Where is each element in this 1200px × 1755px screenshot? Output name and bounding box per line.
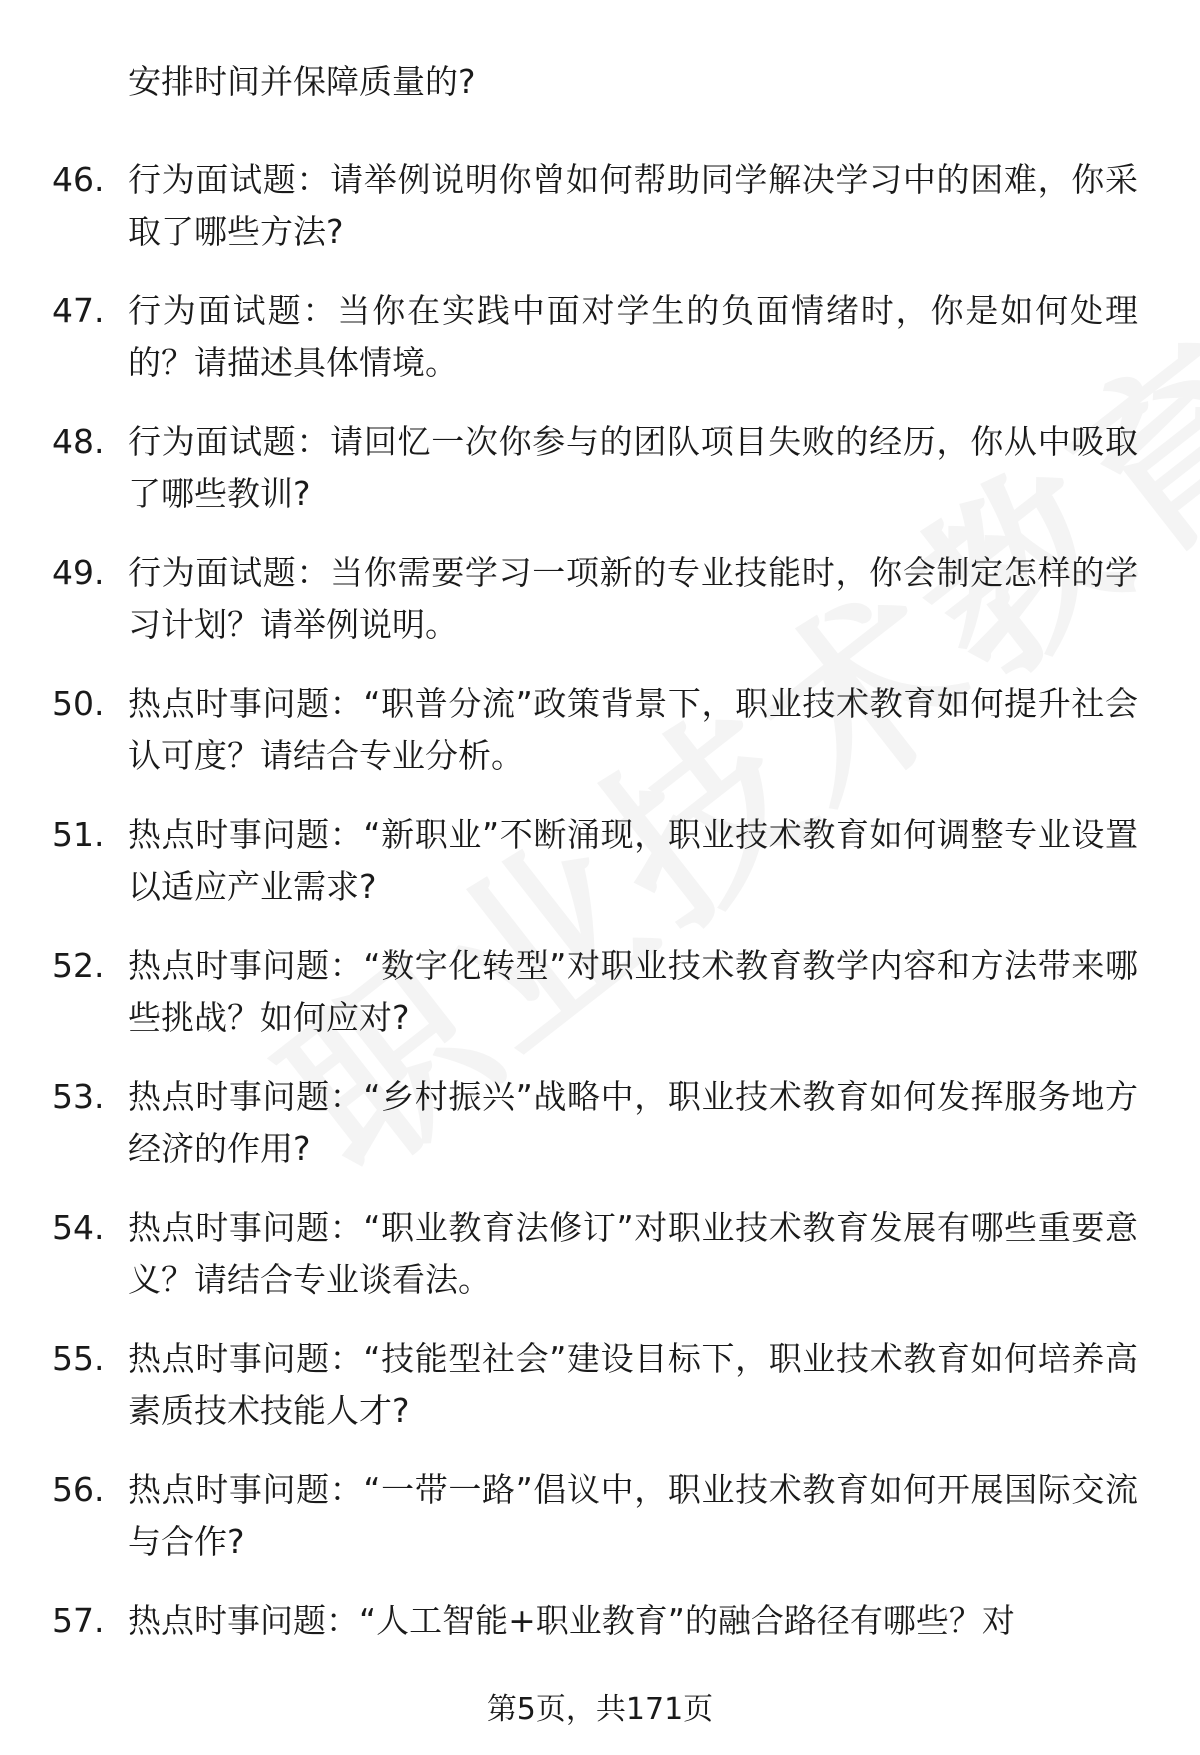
question-item-47 xyxy=(0,285,1200,416)
question-item-54 xyxy=(0,1202,1200,1333)
question-list xyxy=(0,154,1200,1726)
question-item-55 xyxy=(0,1333,1200,1464)
question-item-49 xyxy=(0,547,1200,678)
question-number: 46. xyxy=(52,160,105,199)
question-number: 51. xyxy=(52,815,105,854)
question-text: 行为面试题：当你需要学习一项新的专业技能时，你会制定怎样的学习计划？请举例说明。 xyxy=(128,553,1138,644)
question-text: 行为面试题：请回忆一次你参与的团队项目失败的经历，你从中吸取了哪些教训? xyxy=(128,422,1138,513)
question-number: 53. xyxy=(52,1077,105,1116)
page-number-footer: 第5页，共171页 xyxy=(486,1692,714,1727)
question-number: 52. xyxy=(52,946,105,985)
question-item-48 xyxy=(0,416,1200,547)
question-number: 48. xyxy=(52,422,105,461)
question-text: 热点时事问题：“技能型社会”建设目标下，职业技术教育如何培养高素质技术技能人才? xyxy=(128,1339,1138,1430)
question-text: 热点时事问题：“职普分流”政策背景下，职业技术教育如何提升社会认可度？请结合专业分析。 xyxy=(128,684,1138,775)
continued-question-text: 安排时间并保障质量的? xyxy=(128,62,476,101)
question-number: 47. xyxy=(52,291,105,330)
question-text: 热点时事问题：“乡村振兴”战略中，职业技术教育如何发挥服务地方经济的作用? xyxy=(128,1077,1138,1168)
question-number: 57. xyxy=(52,1601,105,1640)
question-number: 56. xyxy=(52,1470,105,1509)
question-item-52 xyxy=(0,940,1200,1071)
question-text: 热点时事问题：“职业教育法修订”对职业技术教育发展有哪些重要意义？请结合专业谈看法。 xyxy=(128,1208,1138,1299)
question-text: 热点时事问题：“数字化转型”对职业技术教育教学内容和方法带来哪些挑战？如何应对? xyxy=(128,946,1138,1037)
question-text: 行为面试题：当你在实践中面对学生的负面情绪时，你是如何处理的？请描述具体情境。 xyxy=(128,291,1138,382)
question-item-50 xyxy=(0,678,1200,809)
question-number: 55. xyxy=(52,1339,105,1378)
question-text: 热点时事问题：“人工智能+职业教育”的融合路径有哪些？对 xyxy=(128,1601,1015,1640)
question-item-53 xyxy=(0,1071,1200,1202)
question-text: 热点时事问题：“一带一路”倡议中，职业技术教育如何开展国际交流与合作? xyxy=(128,1470,1138,1561)
question-number: 50. xyxy=(52,684,105,723)
question-item-56 xyxy=(0,1464,1200,1595)
question-text: 行为面试题：请举例说明你曾如何帮助同学解决学习中的困难，你采取了哪些方法? xyxy=(128,160,1138,251)
question-number: 54. xyxy=(52,1208,105,1247)
question-item-51 xyxy=(0,809,1200,940)
question-number: 49. xyxy=(52,553,105,592)
question-item-46 xyxy=(0,154,1200,285)
question-text: 热点时事问题：“新职业”不断涌现，职业技术教育如何调整专业设置以适应产业需求? xyxy=(128,815,1138,906)
